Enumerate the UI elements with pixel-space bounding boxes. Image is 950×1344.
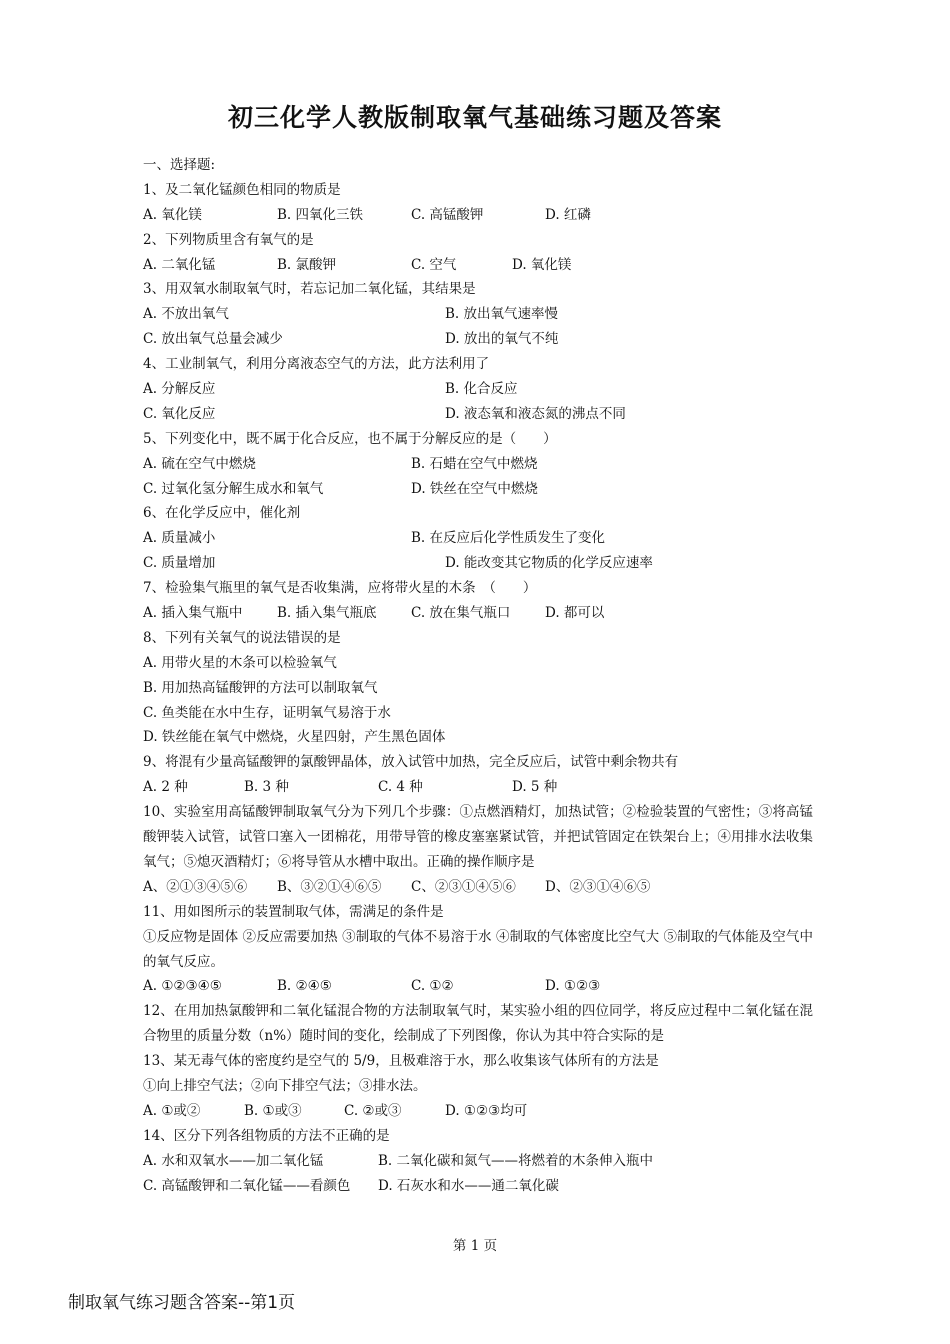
option-c: C. 高锰酸钾和二氧化锰——看颜色 bbox=[143, 1177, 351, 1194]
question-9: 9、将混有少量高锰酸钾的氯酸钾晶体，放入试管中加热，完全反应后，试管中剩余物共有 bbox=[143, 754, 679, 771]
option-b: B. 用加热高锰酸钾的方法可以制取氧气 bbox=[143, 679, 378, 696]
question-10-options bbox=[143, 875, 813, 900]
option-d: D. 铁丝在空气中燃烧 bbox=[411, 480, 538, 497]
option-a: A. 不放出氧气 bbox=[143, 306, 229, 323]
question-7-options bbox=[143, 601, 813, 626]
question-11-options bbox=[143, 974, 813, 999]
option-a: A. 插入集气瓶中 bbox=[143, 605, 243, 622]
option-d: D. 5 种 bbox=[512, 779, 558, 796]
option-a: A. ①或② bbox=[143, 1102, 201, 1119]
question-1-options bbox=[143, 203, 813, 228]
option-d: D. 红磷 bbox=[545, 206, 591, 223]
option-c: C、②③①④⑤⑥ bbox=[411, 878, 516, 895]
question-9-options bbox=[143, 775, 813, 800]
option-c: C. 高锰酸钾 bbox=[411, 206, 484, 223]
option-c: C. ①② bbox=[411, 978, 454, 995]
option-a: A. ①②③④⑤ bbox=[143, 978, 222, 995]
footer-caption: 制取氧气练习题含答案--第1页 bbox=[68, 1293, 296, 1313]
option-a: A. 二氧化锰 bbox=[143, 256, 216, 273]
option-b: B. 3 种 bbox=[244, 779, 289, 796]
option-c: C. 放出氧气总量会减少 bbox=[143, 331, 283, 348]
question-6-options-row2 bbox=[143, 551, 813, 576]
question-11-conditions: ①反应物是固体 ②反应需要加热 ③制取的气体不易溶于水 ④制取的气体密度比空气大 ⑤制取的气体能及空气中的氧气反应。 bbox=[143, 928, 813, 970]
question-5-options-row2 bbox=[143, 477, 813, 502]
option-b: B. 放出氧气速率慢 bbox=[445, 306, 559, 323]
option-b: B. 石蜡在空气中燃烧 bbox=[411, 455, 538, 472]
option-b: B. 四氧化三铁 bbox=[277, 206, 364, 223]
option-d: D. 放出的氧气不纯 bbox=[445, 331, 559, 348]
question-8: 8、下列有关氧气的说法错误的是 bbox=[143, 629, 341, 646]
question-6: 6、在化学反应中，催化剂 bbox=[143, 505, 301, 522]
question-13: 13、某无毒气体的密度约是空气的 5/9，且极难溶于水，那么收集该气体所有的方法是 bbox=[143, 1053, 659, 1070]
option-a: A. 硫在空气中燃烧 bbox=[143, 455, 256, 472]
option-a: A. 分解反应 bbox=[143, 381, 216, 398]
option-d: D. 铁丝能在氧气中燃烧，火星四射，产生黑色固体 bbox=[143, 729, 446, 746]
option-b: B. ②④⑤ bbox=[277, 978, 332, 995]
question-13-options bbox=[143, 1099, 813, 1124]
question-10: 10、实验室用高锰酸钾制取氧气分为下列几个步骤：①点燃酒精灯，加热试管；②检验装置的气密性；③将高锰酸钾装入试管，试管口塞入一团棉花，用带导管的橡皮塞塞紧试管，并把试管固定在铁架台上；④用排水法收集氧气；⑤熄灭酒精灯；⑥将导管从水槽中取出。正确的操作顺序是 bbox=[143, 804, 813, 870]
question-14-options-row2 bbox=[143, 1174, 813, 1199]
option-b: B. 化合反应 bbox=[445, 381, 518, 398]
question-7: 7、检验集气瓶里的氧气是否收集满，应将带火星的木条 （ ） bbox=[143, 580, 537, 597]
question-3-options-row1 bbox=[143, 302, 813, 327]
question-14: 14、区分下列各组物质的方法不正确的是 bbox=[143, 1127, 390, 1144]
option-a: A. 氧化镁 bbox=[143, 206, 202, 223]
option-b: B. 氯酸钾 bbox=[277, 256, 337, 273]
option-c: C. 4 种 bbox=[378, 779, 423, 796]
option-c: C. 氧化反应 bbox=[143, 405, 216, 422]
question-3: 3、用双氧水制取氧气时，若忘记加二氧化锰，其结果是 bbox=[143, 281, 476, 298]
option-a: A. 2 种 bbox=[143, 779, 188, 796]
question-11: 11、用如图所示的装置制取气体，需满足的条件是 bbox=[143, 903, 444, 920]
option-b: B. 二氧化碳和氮气——将燃着的木条伸入瓶中 bbox=[378, 1152, 654, 1169]
document-title: 初三化学人教版制取氧气基础练习题及答案 bbox=[227, 103, 722, 132]
question-4: 4、工业制氧气，利用分离液态空气的方法，此方法利用了 bbox=[143, 356, 490, 373]
option-c: C. 鱼类能在水中生存，证明氧气易溶于水 bbox=[143, 704, 391, 721]
option-a: A. 质量减小 bbox=[143, 530, 216, 547]
option-d: D. 液态氧和液态氮的沸点不同 bbox=[445, 405, 626, 422]
option-d: D、②③①④⑥⑤ bbox=[545, 878, 651, 895]
option-d: D. 能改变其它物质的化学反应速率 bbox=[445, 555, 653, 572]
option-c: C. ②或③ bbox=[344, 1102, 402, 1119]
question-1: 1、及二氧化锰颜色相同的物质是 bbox=[143, 181, 341, 198]
option-a: A、②①③④⑤⑥ bbox=[143, 878, 248, 895]
question-4-options-row1 bbox=[143, 377, 813, 402]
question-12: 12、在用加热氯酸钾和二氧化锰混合物的方法制取氧气时，某实验小组的四位同学，将反应过程中二氧化锰在混合物里的质量分数（n%）随时间的变化，绘制成了下列图像，你认为其中符合实际的是 bbox=[143, 1003, 813, 1045]
section-heading: 一、选择题: bbox=[143, 157, 216, 173]
question-2-options bbox=[143, 253, 813, 278]
question-6-options-row1 bbox=[143, 526, 813, 551]
question-list bbox=[143, 153, 813, 1199]
question-5: 5、下列变化中，既不属于化合反应，也不属于分解反应的是（ ） bbox=[143, 430, 557, 447]
option-c: C. 空气 bbox=[411, 256, 457, 273]
option-b: B. 插入集气瓶底 bbox=[277, 605, 377, 622]
option-c: C. 放在集气瓶口 bbox=[411, 605, 511, 622]
option-d: D. ①②③均可 bbox=[445, 1102, 528, 1119]
question-3-options-row2 bbox=[143, 327, 813, 352]
option-d: D. 石灰水和水——通二氧化碳 bbox=[378, 1177, 559, 1194]
option-c: C. 过氧化氢分解生成水和氧气 bbox=[143, 480, 324, 497]
option-d: D. 都可以 bbox=[545, 605, 605, 622]
option-b: B. 在反应后化学性质发生了变化 bbox=[411, 530, 606, 547]
option-c: C. 质量增加 bbox=[143, 555, 216, 572]
option-d: D. ①②③ bbox=[545, 978, 601, 995]
question-14-options-row1 bbox=[143, 1149, 813, 1174]
page-number: 第 1 页 bbox=[452, 1238, 498, 1254]
option-a: A. 水和双氧水——加二氧化锰 bbox=[143, 1152, 324, 1169]
option-a: A. 用带火星的木条可以检验氧气 bbox=[143, 654, 337, 671]
question-13-methods: ①向上排空气法；②向下排空气法；③排水法。 bbox=[143, 1078, 427, 1095]
option-b: B、③②①④⑥⑤ bbox=[277, 878, 382, 895]
option-d: D. 氧化镁 bbox=[512, 256, 572, 273]
question-4-options-row2 bbox=[143, 402, 813, 427]
option-b: B. ①或③ bbox=[244, 1102, 302, 1119]
question-5-options-row1 bbox=[143, 452, 813, 477]
question-2: 2、下列物质里含有氧气的是 bbox=[143, 231, 314, 248]
